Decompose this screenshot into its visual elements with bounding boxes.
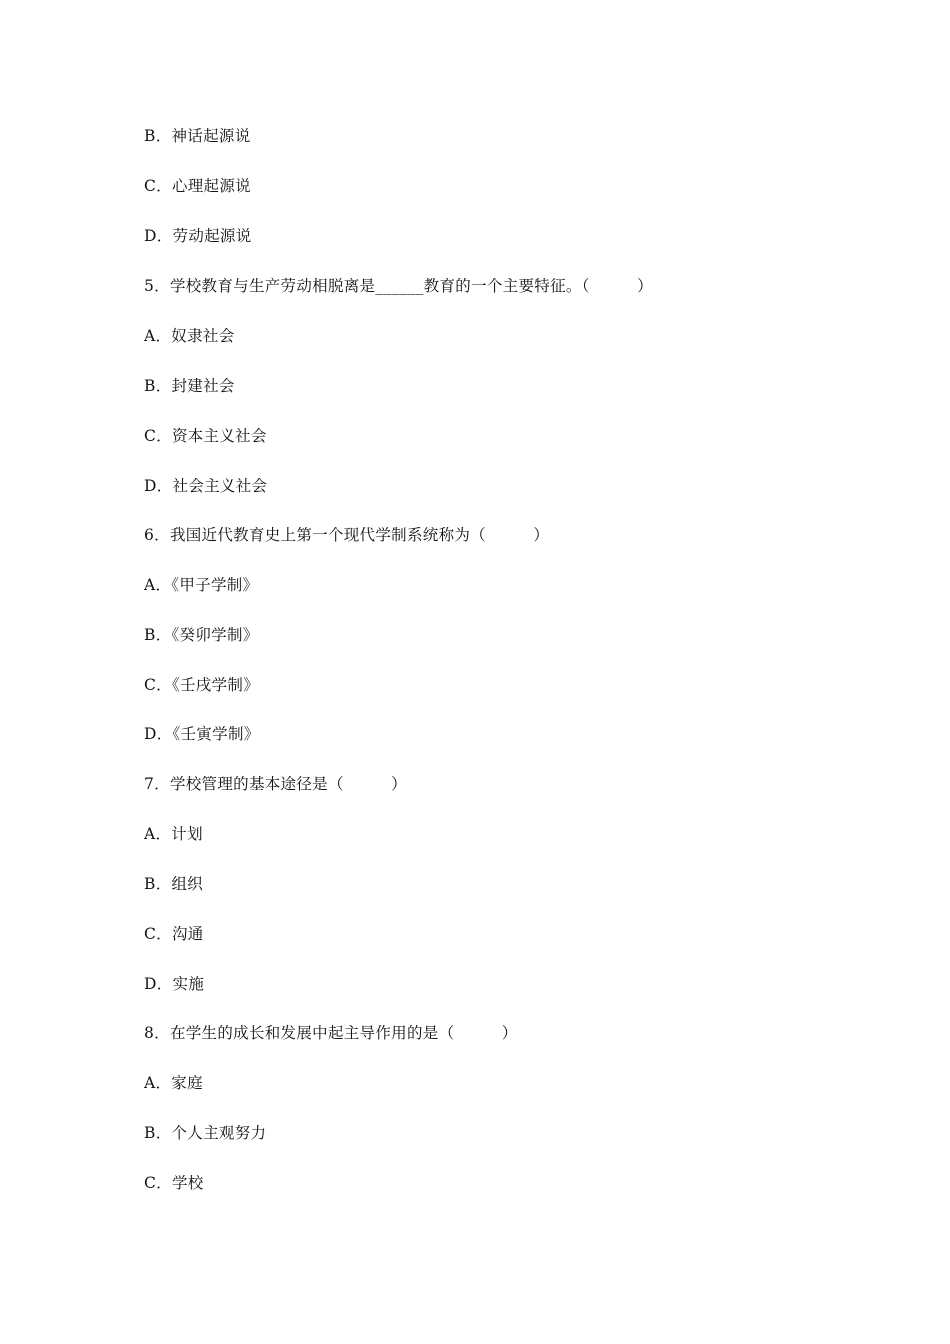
option-line: D．实施 <box>144 975 205 993</box>
option-line: D．社会主义社会 <box>144 477 268 495</box>
question-line: 6．我国近代教育史上第一个现代学制系统称为（ ） <box>144 526 550 544</box>
option-line: A．计划 <box>144 825 203 843</box>
option-line: B．组织 <box>144 875 204 893</box>
option-line: A．家庭 <box>144 1074 203 1092</box>
option-line: C．资本主义社会 <box>144 427 267 445</box>
option-line: B．神话起源说 <box>144 127 251 145</box>
option-line: B．个人主观努力 <box>144 1124 267 1142</box>
option-line: C．学校 <box>144 1174 204 1192</box>
option-line: B．封建社会 <box>144 377 235 395</box>
option-line: C．心理起源说 <box>144 177 251 195</box>
option-line: D．《壬寅学制》 <box>144 725 260 743</box>
option-line: D．劳动起源说 <box>144 227 252 245</box>
option-line: B．《癸卯学制》 <box>144 626 259 644</box>
option-line: C．《壬戌学制》 <box>144 676 260 694</box>
question-line: 8．在学生的成长和发展中起主导作用的是（ ） <box>144 1024 518 1042</box>
option-line: C．沟通 <box>144 925 204 943</box>
question-line: 5．学校教育与生产劳动相脱离是______教育的一个主要特征。（ ） <box>144 277 653 295</box>
option-line: A．奴隶社会 <box>144 327 235 345</box>
option-line: A．《甲子学制》 <box>144 576 259 594</box>
question-line: 7．学校管理的基本途径是（ ） <box>144 775 407 793</box>
